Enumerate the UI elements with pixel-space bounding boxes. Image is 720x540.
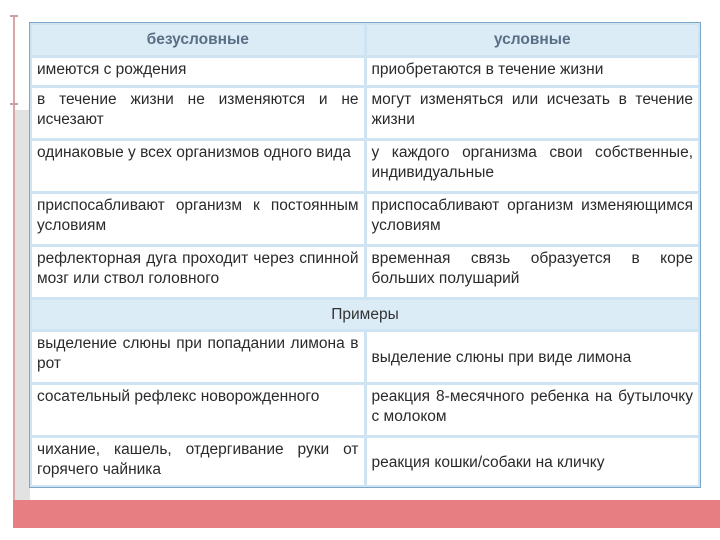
cell-unconditional: в течение жизни не изменяются и не исчезают xyxy=(32,88,364,138)
cell-conditional: приспосабливают организм изменяющимся условиям xyxy=(367,194,699,244)
cell-conditional: временная связь образуется в коре больших полушарий xyxy=(367,247,699,297)
example-unconditional: выделение слюны при попадании лимона в рот xyxy=(32,332,364,382)
example-row xyxy=(32,385,698,435)
example-row xyxy=(32,332,698,382)
example-conditional: реакция 8-месячного ребенка на бутылочку с молоком xyxy=(367,385,699,435)
example-row xyxy=(32,438,698,485)
examples-header: Примеры xyxy=(32,300,698,329)
corner-tick-top xyxy=(10,15,18,17)
example-unconditional: сосательный рефлекс новорожденного xyxy=(32,385,364,435)
cell-conditional: приобретаются в течение жизни xyxy=(367,58,699,85)
left-decorative-band xyxy=(15,110,30,500)
table-row xyxy=(32,141,698,191)
cell-conditional: могут изменяться или исчезать в течение жизни xyxy=(367,88,699,138)
table-header-row xyxy=(32,25,698,55)
header-unconditional: безусловные xyxy=(32,25,364,55)
cell-unconditional: имеются с рождения xyxy=(32,58,364,85)
cell-unconditional: приспосабливают организм к постоянным условиям xyxy=(32,194,364,244)
comparison-table xyxy=(29,22,701,488)
bottom-accent-bar xyxy=(13,500,720,528)
table-row xyxy=(32,88,698,138)
table-row xyxy=(32,194,698,244)
cell-unconditional: рефлекторная дуга проходит через спинной мозг или ствол головного xyxy=(32,247,364,297)
cell-conditional: у каждого организма свои собственные, индивидуальные xyxy=(367,141,699,191)
header-conditional: условные xyxy=(367,25,699,55)
corner-tick-mid xyxy=(10,103,18,105)
example-conditional: выделение слюны при виде лимона xyxy=(367,332,699,382)
example-conditional: реакция кошки/собаки на кличку xyxy=(367,438,699,485)
cell-unconditional: одинаковые у всех организмов одного вида xyxy=(32,141,364,191)
example-unconditional: чихание, кашель, отдергивание руки от горячего чайника xyxy=(32,438,364,485)
table-row xyxy=(32,58,698,85)
table-row xyxy=(32,247,698,297)
